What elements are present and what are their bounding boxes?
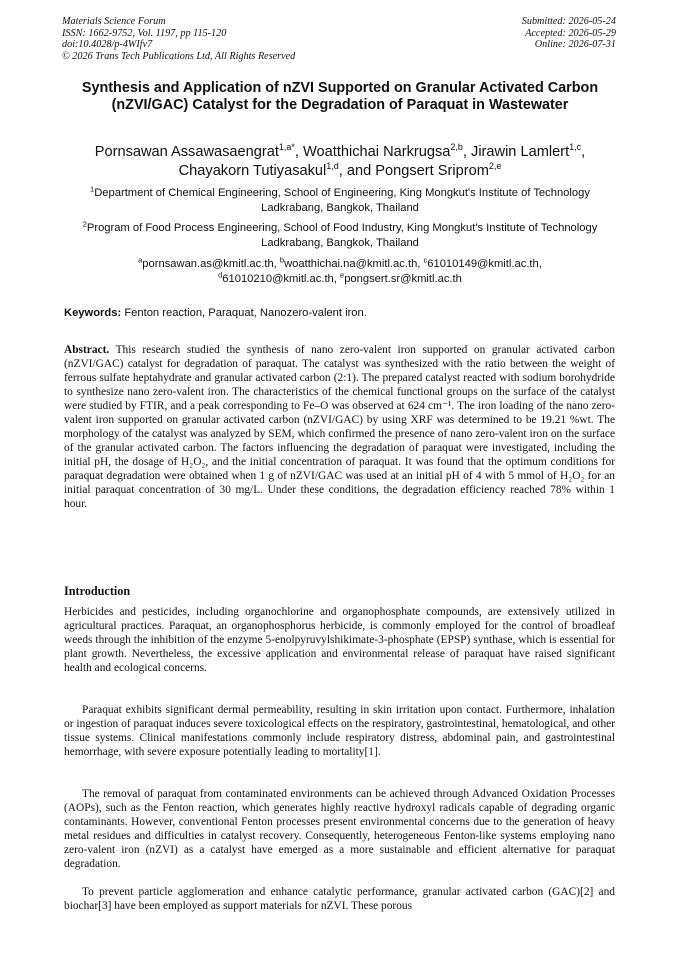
body-paragraph: Herbicides and pesticides, including organochlorine and organophosphate compounds, are extensively utilized in agricultural practices. Paraquat, an organophosphorus herbicide, is commonly employed for the control of broadleaf weeds through the inhibition of the enzyme 5-enolpyruvylshikimate-3-phosphate (EPSP) synthase, which is essential for plant growth. Nevertheless, the excessive application and environmental release of paraquat have raised significant health and ecological concerns. — [64, 606, 615, 675]
email-entry[interactable]: $^a$pornsawan.as@kmitl.ac.th — [138, 255, 274, 270]
email-entry[interactable]: $^e$pongsert.sr@kmitl.ac.th — [340, 269, 462, 285]
dates-header — [522, 16, 616, 51]
abstract-label: Abstract. — [64, 344, 110, 356]
author: Woatthichai Narkrugsa$^{2,b}$, — [303, 142, 472, 160]
body-paragraph: The removal of paraquat from contaminated environments can be achieved through Advanced Oxidation Processes (AOPs), such as the Fenton reaction, which generates highly reactive hydroxyl radicals capable of degrading organic contaminants. However, conventional Fenton processes present environmental concerns due to the generation of heavy metal residues and difficulties in catalyst recovery. Consequently, heterogeneous Fenton-like systems employing nano zero-valent iron (nZVI) as a catalyst have emerged as a more sustainable and efficient alternative for paraquat degradation. — [64, 788, 615, 871]
affiliation-1 — [70, 186, 610, 215]
accepted-date: Accepted: 2026-05-29 — [525, 27, 616, 39]
affiliation-2 — [70, 221, 610, 250]
email-entry[interactable]: $^d$61010210@kmitl.ac.th — [218, 269, 334, 285]
email-list: $^a$pornsawan.as@kmitl.ac.th, $^b$woatthichai.na@kmitl.ac.th, $^c$61010149@kmitl.ac.th, $^d$61010210@kmitl.ac.th, $^e$pongsert.sr@kmitl.ac.th — [138, 255, 542, 285]
author: Pongsert Sriprom$^{2,e}$ — [375, 160, 502, 179]
abstract — [64, 343, 615, 511]
affiliation-text: Department of Chemical Engineering, School of Engineering, King Mongkut's Institute of Technology Ladkrabang, Bangkok, Thailand — [94, 187, 590, 214]
email-entry[interactable]: $^c$61010149@kmitl.ac.th, — [423, 255, 542, 270]
author: Chayakorn Tutiyasakul$^{1,d}$, and — [178, 160, 376, 179]
body-paragraph: Paraquat exhibits significant dermal permeability, resulting in skin irritation upon contact. Furthermore, inhalation or ingestion of paraquat induces severe toxicological effects on the respiratory, gastrointestinal, hematological, and other tissue systems. Clinical manifestations commonly include respiratory distress, abdominal pain, and gastrointestinal hemorrhage, with severe exposure potentially leading to mortality[1]. — [64, 704, 615, 759]
body-paragraph: To prevent particle agglomeration and enhance catalytic performance, granular activated carbon (GAC)[2] and biochar[3] have been employed as support materials for nZVI. These porous — [64, 886, 615, 913]
keywords-text: Fenton reaction, Paraquat, Nanozero-valent iron. — [124, 307, 367, 319]
copyright-line: © 2026 Trans Tech Publications Ltd, All Rights Reserved — [62, 50, 296, 62]
author: Jirawin Lamlert$^{1,c}$, — [471, 142, 586, 160]
affiliation-text: Program of Food Process Engineering, School of Food Industry, King Mongkut's Institute of Technology Ladkrabang, Bangkok, Thailand — [86, 222, 598, 249]
keywords-label: Keywords: — [64, 307, 122, 319]
doi-line: doi:10.4028/p-4WIfv7 — [62, 39, 153, 51]
journal-name: Materials Science Forum — [62, 16, 166, 27]
journal-header — [62, 16, 295, 62]
submitted-date: Submitted: 2026-05-24 — [521, 16, 616, 27]
affiliation-marker: 1 — [90, 184, 95, 194]
paper-title: Synthesis and Application of nZVI Supported on Granular Activated Carbon (nZVI/GAC) Catalyst for the Degradation of Paraquat in Wastewater — [81, 80, 599, 114]
online-date: Online: 2026-07-31 — [534, 39, 616, 51]
issn-line: ISSN: 1662-9752, Vol. 1197, pp 115-120 — [62, 27, 227, 39]
affiliation-marker: 2 — [82, 219, 87, 229]
email-entry[interactable]: $^b$woatthichai.na@kmitl.ac.th — [279, 255, 418, 270]
keywords — [64, 306, 624, 320]
abstract-text: This research studied the synthesis of nano zero-valent iron supported on granular activated carbon (nZVI/GAC) catalyst for degradation of paraquat. The catalyst was synthesized with the ratio between the weight of ferrous sulfate heptahydrate and granular activated carbon (2:1). The prepared catalyst reacted with sodium borohydride to synthesize nano zero-valent iron. The characteristics of the chemical functional groups on the surface of the catalyst were studied by FTIR, and a peak corresponding to Fe–O was observed at 624 cm⁻¹. The iron loading of the nano zero-valent iron supported on granular activated carbon (nZVI/GAC) by using XRF was determined to be 19.21 %wt. The morphology of the catalyst was analyzed by SEM, which confirmed the presence of nano zero-valent iron on the surface of the granular activated carbon. The factors influencing the degradation of paraquat were investigated, including the initial pH, the dosage of H₂O₂, and the initial concentration of paraquat. It was found that the optimum conditions for paraquat degradation were obtained when 1 g of nZVI/GAC was used at an initial pH of 4 with 5 mmol of H₂O₂ for an initial paraquat concentration of 30 mg/L. Under these conditions, the degradation efficiency reached 78% within 1 hour. — [64, 344, 615, 510]
author-list — [50, 143, 630, 180]
introduction-heading: Introduction — [64, 584, 131, 598]
author: Pornsawan Assawasaengrat$^{1,a*}$, — [94, 142, 304, 160]
